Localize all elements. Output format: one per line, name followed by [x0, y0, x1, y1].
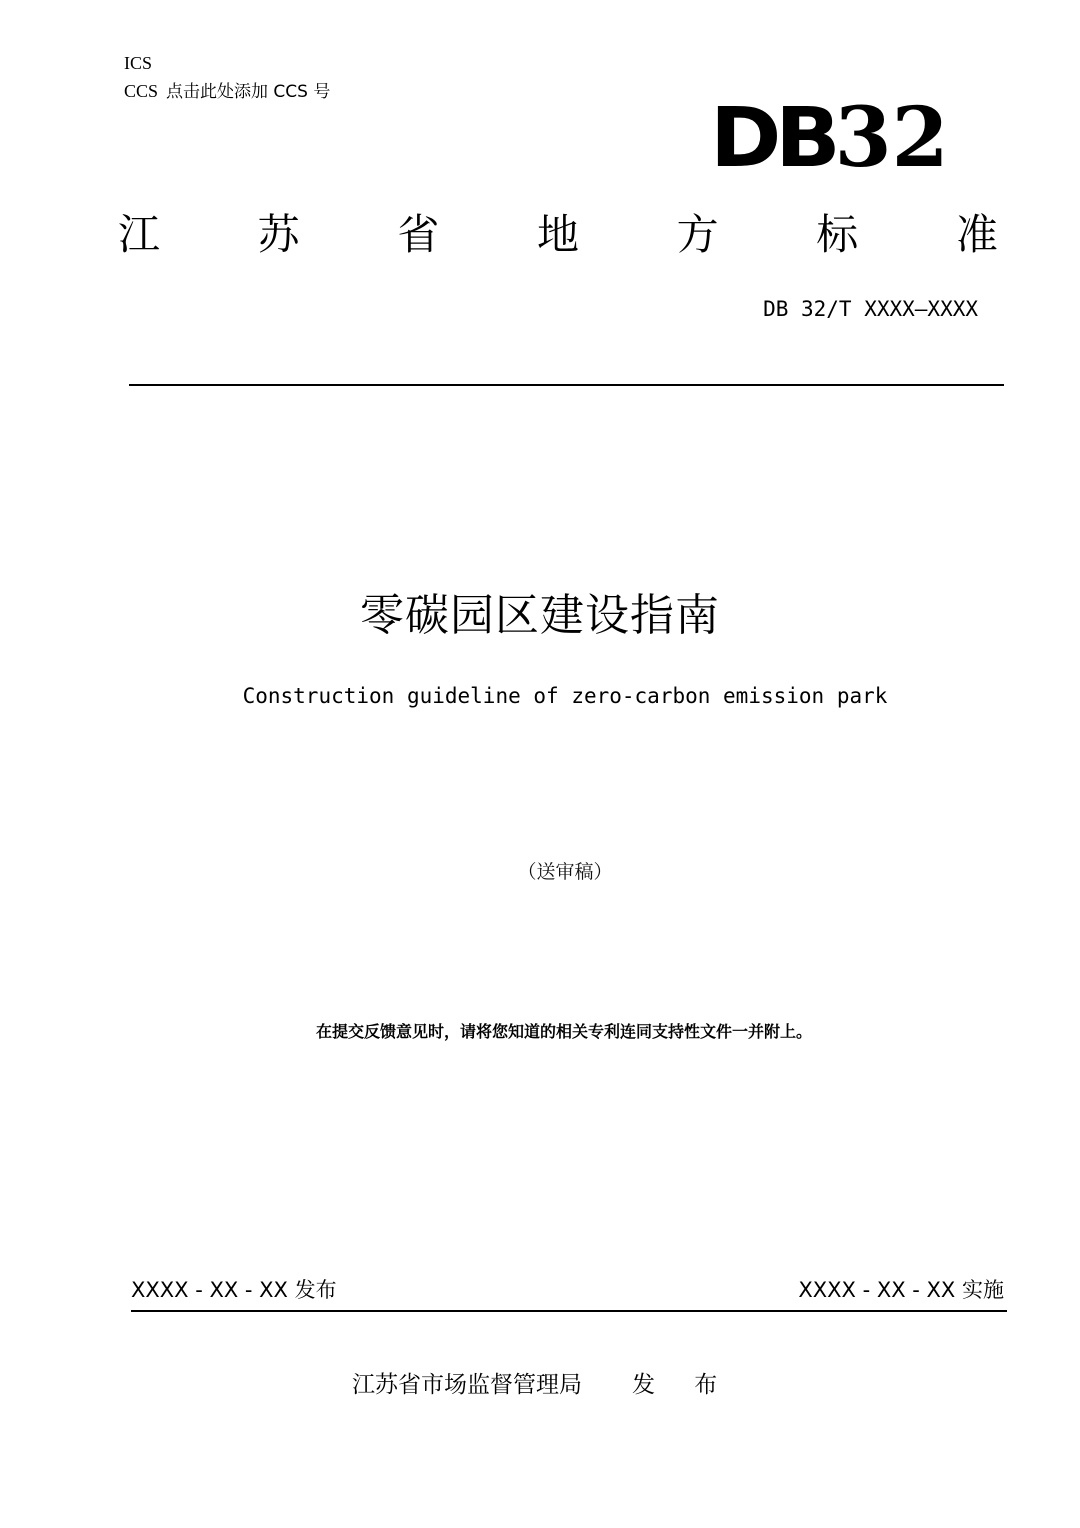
ccs-line [124, 80, 330, 103]
db-logo [710, 90, 955, 186]
patent-notice: 在提交反馈意见时，请将您知道的相关专利连同支持性文件一并附上。 [315, 1022, 812, 1041]
top-divider [129, 384, 1004, 386]
issue-date: XXXX - XX - XX 发布 [131, 1278, 337, 1302]
bottom-divider [131, 1310, 1007, 1312]
standard-title-char: 方 [676, 210, 719, 259]
document-title-cn: 零碳园区建设指南 [360, 590, 720, 641]
draft-label: （送审稿） [517, 861, 613, 883]
db-logo-number: 32 [834, 90, 949, 186]
standard-title-char: 标 [816, 210, 859, 259]
standard-title-char: 江 [118, 210, 161, 259]
implement-date: XXXX - XX - XX 实施 [798, 1278, 1004, 1302]
publisher-name: 江苏省市场监督管理局 [352, 1372, 582, 1398]
standard-type-title [118, 205, 998, 265]
ccs-hint[interactable]: 点击此处添加 CCS 号 [166, 82, 331, 102]
ics-label: ICS [124, 53, 153, 73]
standard-number: DB 32/T XXXX—XXXX [763, 297, 978, 321]
standard-title-char: 地 [536, 210, 579, 259]
ccs-label: CCS [124, 81, 159, 101]
publish-word: 发 布 [632, 1372, 734, 1398]
document-title-en: Construction guideline of zero-carbon emission park [242, 684, 888, 708]
standard-title-char: 苏 [257, 210, 300, 259]
db-logo-letters: DB [710, 91, 835, 186]
standard-title-char: 准 [955, 210, 998, 259]
publisher-line [352, 1369, 733, 1401]
standard-title-char: 省 [397, 210, 440, 259]
